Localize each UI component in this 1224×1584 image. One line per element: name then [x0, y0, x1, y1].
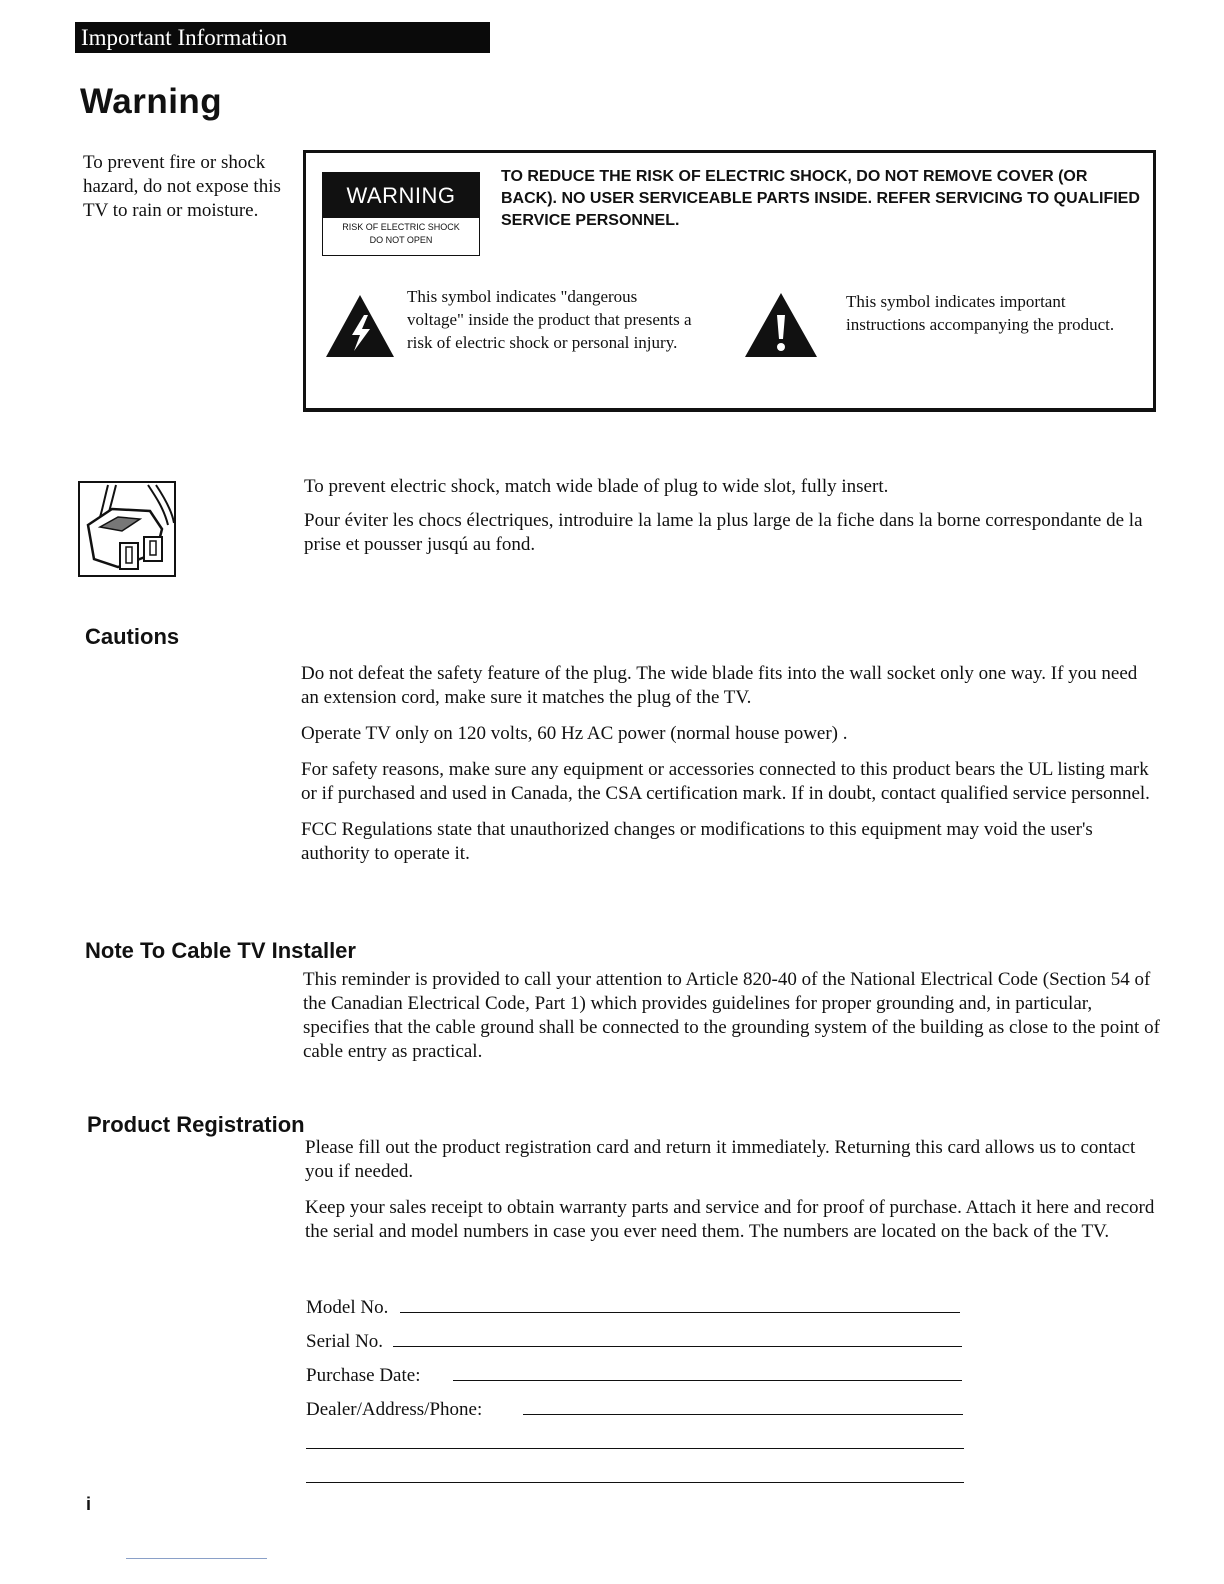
warning-label-heading: WARNING	[323, 173, 479, 218]
extra-line-2[interactable]	[306, 1482, 964, 1483]
extra-line-1[interactable]	[306, 1448, 964, 1449]
purchase-date-label: Purchase Date:	[306, 1365, 421, 1386]
caution-paragraph: For safety reasons, make sure any equipment or accessories connected to this product bears the UL listing mark or if purchased and used in Canada, the CSA certification mark. If in doubt, contact qualified service personnel.	[301, 759, 1150, 804]
warning-title: Warning	[80, 82, 223, 121]
plug-instruction-english: To prevent electric shock, match wide blade of plug to wide slot, fully insert.	[304, 476, 889, 497]
purchase-date-line[interactable]	[453, 1380, 962, 1381]
warning-label-line-1: RISK OF ELECTRIC SHOCK	[342, 222, 460, 232]
registration-body	[305, 1136, 1165, 1256]
caution-paragraph: FCC Regulations state that unauthorized changes or modifications to this equipment may void the user's authority to operate it.	[301, 819, 1093, 864]
footer-rule	[126, 1558, 267, 1559]
warning-label	[322, 172, 480, 256]
warning-box	[303, 150, 1156, 412]
section-header: Important Information	[75, 22, 490, 53]
model-number-label: Model No.	[306, 1297, 389, 1318]
model-number-line[interactable]	[400, 1312, 960, 1313]
serial-number-line[interactable]	[393, 1346, 962, 1347]
exclamation-symbol-text: This symbol indicates important instructions accompanying the product.	[846, 292, 1115, 334]
warning-label-subtext	[323, 221, 479, 247]
dealer-info-label: Dealer/Address/Phone:	[306, 1399, 483, 1420]
page-number: i	[86, 1494, 92, 1514]
plug-instruction-french: Pour éviter les chocs électriques, introduire la lame la plus large de la fiche dans la borne correspondante de la prise et pousser jusqú au fond.	[304, 510, 1143, 555]
lightning-bolt-icon	[324, 293, 396, 359]
warning-caps-text: TO REDUCE THE RISK OF ELECTRIC SHOCK, DO NOT REMOVE COVER (OR BACK). NO USER SERVICEABLE PARTS INSIDE. REFER SERVICING TO QUALIFIED SERVICE PERSONNEL.	[501, 168, 1140, 229]
warning-label-line-2: DO NOT OPEN	[369, 235, 433, 245]
caution-paragraph: Do not defeat the safety feature of the plug. The wide blade fits into the wall socket only one way. If you need an extension cord, make sure it matches the plug of the TV.	[301, 663, 1138, 708]
caution-paragraph: Operate TV only on 120 volts, 60 Hz AC power (normal house power) .	[301, 723, 848, 744]
registration-paragraph: Please fill out the product registration card and return it immediately. Returning this card allows us to contact you if needed.	[305, 1137, 1136, 1182]
serial-number-label: Serial No.	[306, 1331, 384, 1352]
polarized-plug-icon	[78, 481, 178, 577]
dealer-info-line[interactable]	[523, 1414, 963, 1415]
registration-paragraph: Keep your sales receipt to obtain warranty parts and service and for proof of purchase. Attach it here and record the serial and model numbers in case you ever need them. The numbers are located on the back of the TV.	[305, 1197, 1155, 1242]
side-warning-text: To prevent fire or shock hazard, do not expose this TV to rain or moisture.	[83, 152, 281, 221]
bolt-symbol-text: This symbol indicates "dangerous voltage" inside the product that presents a risk of electric shock or personal injury.	[407, 287, 692, 352]
cable-installer-heading: Note To Cable TV Installer	[85, 938, 356, 963]
exclamation-icon	[743, 291, 819, 359]
registration-heading: Product Registration	[87, 1112, 305, 1137]
cautions-body	[301, 662, 1151, 878]
cable-installer-body	[303, 968, 1163, 1076]
cautions-heading: Cautions	[85, 624, 180, 649]
cable-paragraph: This reminder is provided to call your attention to Article 820-40 of the National Electrical Code (Section 54 of the Canadian Electrical Code, Part 1) which provides guidelines for proper grounding and, in particular, specifies that the cable ground shall be connected to the grounding system of the building as close to the point of cable entry as practical.	[303, 969, 1160, 1062]
